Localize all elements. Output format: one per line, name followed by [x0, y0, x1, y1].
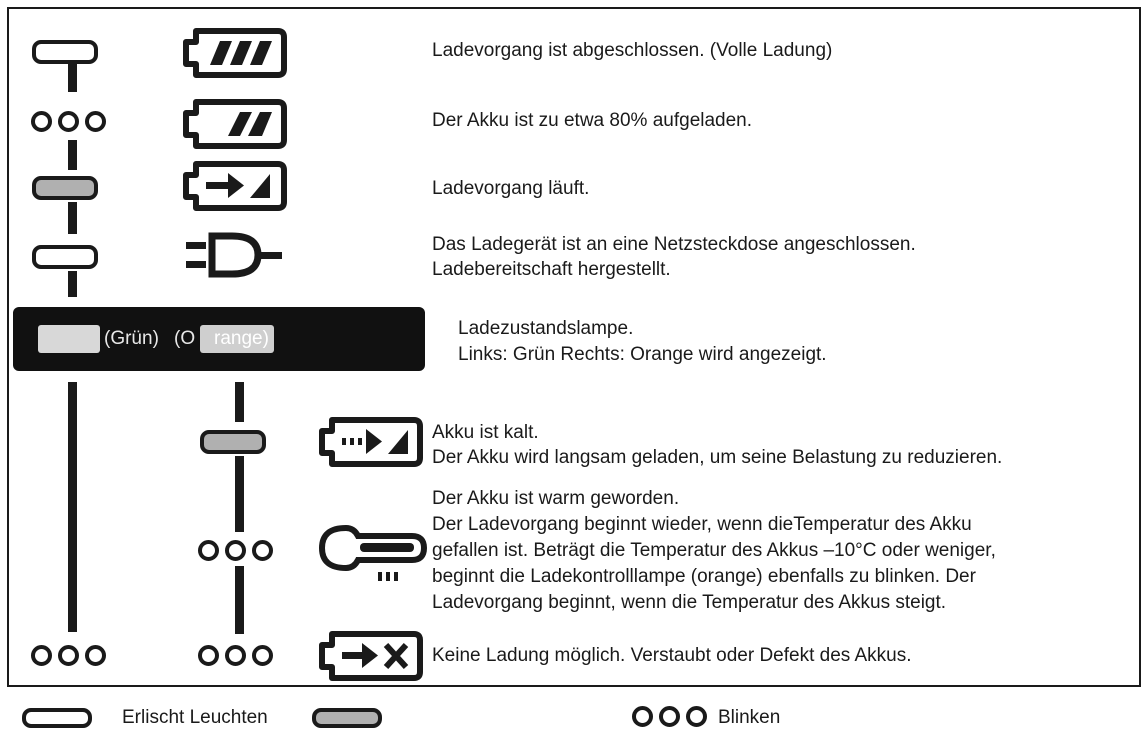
- lamp-blink: [31, 645, 106, 666]
- lamp-on: [200, 430, 266, 454]
- row-text: beginnt die Ladekontrolllampe (orange) ebenfalls zu blinken. Der: [432, 566, 976, 587]
- green-label: (Grün): [104, 328, 159, 349]
- connector-line: [235, 382, 244, 422]
- thermometer-warm-icon: [316, 522, 428, 584]
- connector-line: [235, 566, 244, 634]
- connector-line: [235, 456, 244, 532]
- row-text: Der Akku wird langsam geladen, um seine Belastung zu reduzieren.: [432, 447, 1003, 468]
- orange-label-suffix: range): [214, 328, 269, 349]
- lamp-off: [32, 40, 98, 64]
- lamp-off: [32, 245, 98, 269]
- plug-icon: [182, 230, 292, 282]
- connector-line: [68, 271, 77, 297]
- battery-full-icon: [180, 27, 290, 79]
- lamp-blink: [198, 645, 273, 666]
- orange-label-prefix: (O: [174, 328, 196, 349]
- legend-label-off-on: Erlischt Leuchten: [122, 707, 268, 728]
- row-text: Ladevorgang läuft.: [432, 178, 590, 199]
- row-text: gefallen ist. Beträgt die Temperatur des Akkus –10°C oder weniger,: [432, 540, 996, 561]
- row-text: Keine Ladung möglich. Verstaubt oder Defekt des Akkus.: [432, 645, 912, 666]
- row-text: Ladebereitschaft hergestellt.: [432, 259, 671, 280]
- lamp-blink: [198, 540, 273, 561]
- battery-80-icon: [180, 98, 290, 150]
- row-text: Ladevorgang ist abgeschlossen. (Volle Ladung): [432, 40, 833, 61]
- connector-line: [68, 64, 77, 92]
- green-lamp-swatch: [38, 325, 100, 353]
- row-text: Ladevorgang beginnt, wenn die Temperatur des Akkus steigt.: [432, 592, 947, 613]
- battery-defect-icon: [315, 630, 427, 682]
- connector-line: [68, 202, 77, 234]
- connector-line: [68, 140, 77, 170]
- connector-line: [68, 382, 77, 632]
- legend-lamp-off: [22, 708, 92, 728]
- row-text: Links: Grün Rechts: Orange wird angezeigt.: [458, 344, 827, 365]
- row-text: Ladezustandslampe.: [458, 318, 634, 339]
- row-text: Akku ist kalt.: [432, 422, 539, 443]
- row-text: Der Akku ist warm geworden.: [432, 488, 680, 509]
- row-text: Der Akku ist zu etwa 80% aufgeladen.: [432, 110, 753, 131]
- lamp-on: [32, 176, 98, 200]
- row-text: Der Ladevorgang beginnt wieder, wenn dieTemperatur des Akku: [432, 514, 972, 535]
- battery-charging-icon: [180, 160, 290, 212]
- row-text: Das Ladegerät ist an eine Netzsteckdose angeschlossen.: [432, 234, 916, 255]
- legend-lamp-on: [312, 708, 382, 728]
- legend-label-blink: Blinken: [718, 707, 781, 728]
- battery-cold-icon: [315, 416, 427, 468]
- lamp-blink: [31, 111, 106, 132]
- legend-lamp-blink: [632, 706, 707, 727]
